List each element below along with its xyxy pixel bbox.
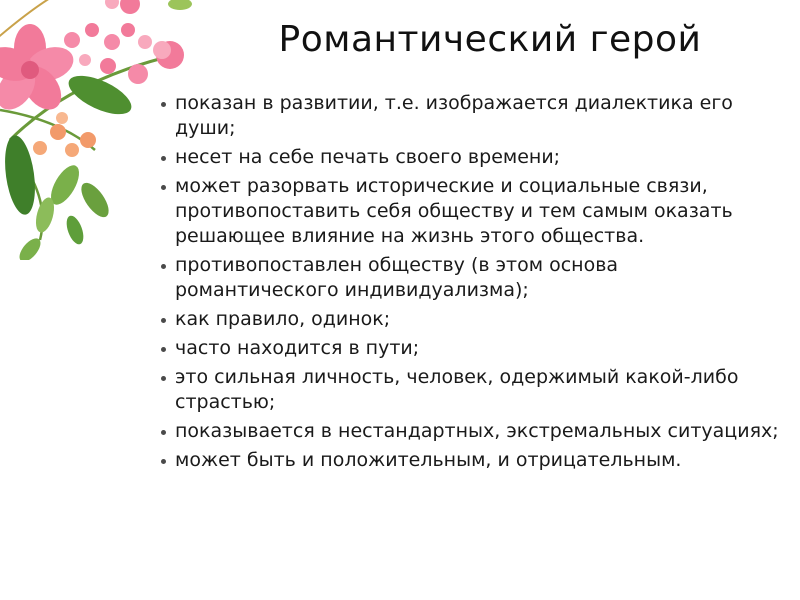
bullet-icon (161, 156, 166, 161)
list-item-text: показывается в нестандартных, экстремальных ситуациях; (175, 420, 779, 442)
list-item-text: может быть и положительным, и отрицательным. (175, 449, 682, 471)
list-item (160, 448, 780, 473)
list-item-text: показан в развитии, т.е. изображается диалектика его души; (175, 92, 733, 139)
list-item (160, 419, 780, 444)
bullet-icon (161, 459, 166, 464)
bullet-icon (161, 376, 166, 381)
bullet-icon (161, 264, 166, 269)
bullet-icon (161, 185, 166, 190)
list-item (160, 253, 780, 303)
list-item-text: несет на себе печать своего времени; (175, 146, 561, 168)
bullet-icon (161, 430, 166, 435)
bullet-icon (161, 318, 166, 323)
list-item-text: противопоставлен обществу (в этом основа романтического индивидуализма); (175, 254, 619, 301)
bullet-icon (161, 347, 166, 352)
list-item (160, 91, 780, 141)
list-item (160, 365, 780, 415)
list-item-text: часто находится в пути; (175, 337, 420, 359)
list-item (160, 336, 780, 361)
bullet-list (160, 91, 780, 477)
list-item (160, 174, 780, 249)
list-item-text: это сильная личность, человек, одержимый какой-либо страстью; (175, 366, 739, 413)
page-title: Романтический герой (278, 19, 702, 60)
list-item (160, 145, 780, 170)
list-item-text: может разорвать исторические и социальные связи, противопоставить себя обществу и тем самым оказать решающее влияние на жизнь этого общества. (175, 175, 733, 247)
list-item-text: как правило, одинок; (175, 308, 391, 330)
list-item (160, 307, 780, 332)
bullet-icon (161, 102, 166, 107)
